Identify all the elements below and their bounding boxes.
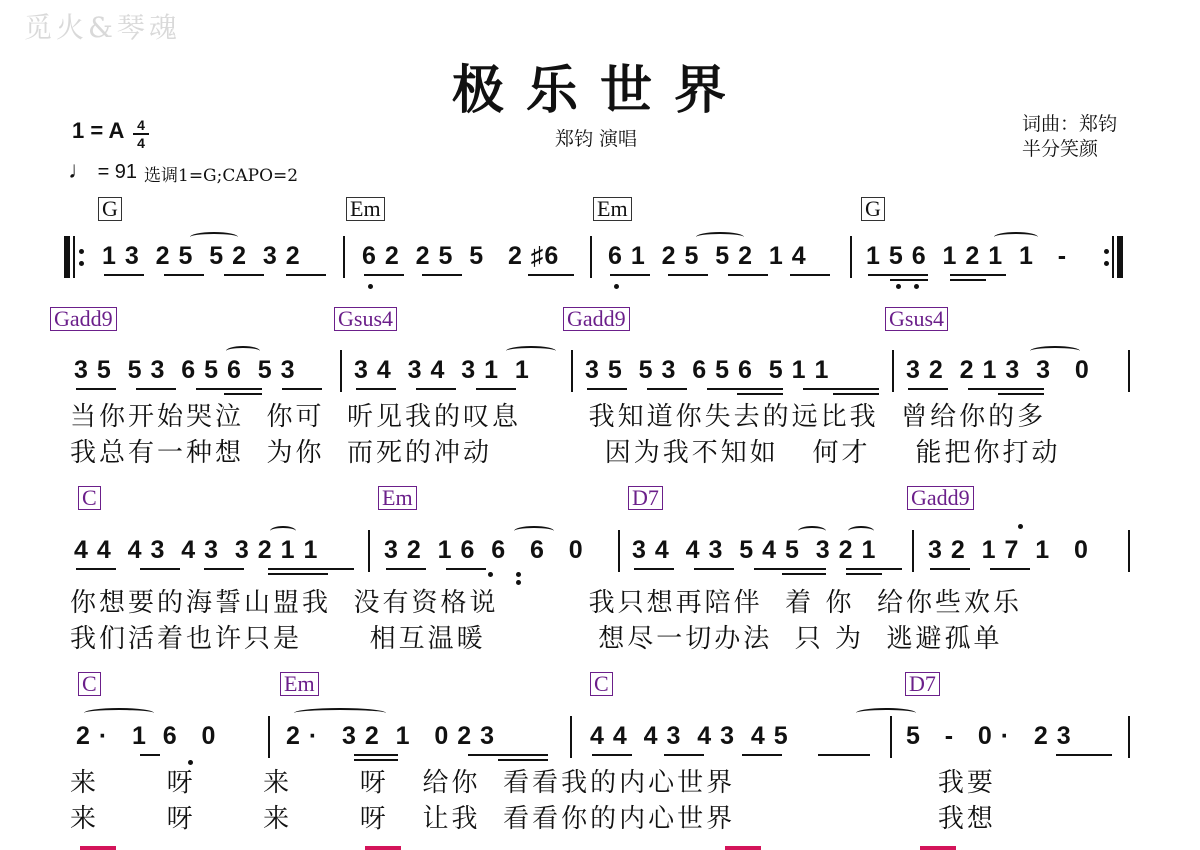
quarter-note-icon: ♩ [68, 157, 92, 184]
measure-notes: 3 2 1 6 6 6 0 [384, 536, 584, 564]
bar-line [1128, 716, 1130, 758]
measure-notes: 1 3 2 5 5 2 3 2 [102, 242, 301, 270]
measure-notes: 2 · 1 6 0 [76, 722, 217, 750]
measure-notes: 3 5 5 3 6 5 6 5 1 1 [585, 356, 830, 384]
credit-line: 半分笑颜 [1022, 138, 1099, 160]
bar-line [570, 716, 572, 758]
singer: 郑钧 演唱 [555, 128, 638, 150]
next-chord-marker [920, 846, 956, 850]
watermark: 觅火&琴魂 [24, 11, 181, 44]
chord-label: Gsus4 [334, 307, 397, 331]
measure-notes: 6 1 2 5 5 2 1 4 [608, 242, 807, 270]
lyric-line: 我们活着也许只是 相互温暖 想尽一切办法 只 为 逃避孤单 [70, 624, 1003, 654]
measure-notes: 3 4 3 4 3 1 1 [354, 356, 530, 384]
bar-line [850, 236, 852, 278]
chord-label: D7 [905, 672, 940, 696]
measure-notes: 3 2 1 7 1 0 [928, 536, 1089, 564]
measure-notes: 5 - 0 · 2 3 [906, 722, 1072, 750]
lyric-line: 你想要的海誓山盟我 没有资格说 我只想再陪伴 着 你 给你些欢乐 [70, 588, 1022, 618]
chord-label: G [98, 197, 122, 221]
song-title: 极乐世界 [451, 61, 748, 121]
time-signature [133, 118, 149, 150]
chord-label: D7 [628, 486, 663, 510]
chord-label: G [861, 197, 885, 221]
bar-line [368, 530, 370, 572]
chord-label: Gsus4 [885, 307, 948, 331]
chord-label: Em [346, 197, 385, 221]
tempo [68, 157, 137, 185]
bar-line [890, 716, 892, 758]
lyric-line: 当你开始哭泣 你可 听见我的叹息 我知道你失去的远比我 曾给你的多 [70, 402, 1047, 432]
credits [1022, 112, 1117, 162]
chord-label: Em [378, 486, 417, 510]
bar-line [912, 530, 914, 572]
bar-line [268, 716, 270, 758]
capo-note: 选调1=G;CAPO=2 [144, 166, 299, 186]
measure-notes: 6 2 2 5 5 2 ♯6 [362, 242, 560, 270]
chord-label: Em [593, 197, 632, 221]
time-signature-bottom: 4 [137, 135, 145, 151]
bar-line [1128, 350, 1130, 392]
chord-label: Em [280, 672, 319, 696]
next-chord-marker [80, 846, 116, 850]
measure-notes: 3 2 2 1 3 3 0 [906, 356, 1090, 384]
next-chord-marker [365, 846, 401, 850]
chord-label: Gadd9 [907, 486, 974, 510]
chord-label: C [78, 486, 101, 510]
measure-notes: 2 · 3 2 1 0 2 3 [286, 722, 496, 750]
chord-label: C [78, 672, 101, 696]
chord-label: C [590, 672, 613, 696]
bar-line [590, 236, 592, 278]
bar-line [1128, 530, 1130, 572]
measure-notes: 4 4 4 3 4 3 4 5 [590, 722, 789, 750]
lyric-line: 我总有一种想 为你 而死的冲动 因为我不知如 何才 能把你打动 [70, 438, 1061, 468]
credit-line: 词曲：郑钧 [1022, 113, 1118, 135]
next-chord-marker [725, 846, 761, 850]
bar-line [571, 350, 573, 392]
measure-notes: 4 4 4 3 4 3 3 2 1 1 [74, 536, 319, 564]
measure-notes: 1 5 6 1 2 1 1 - [866, 242, 1068, 270]
key-signature: 1 = A [72, 118, 125, 143]
chord-label: Gadd9 [50, 307, 117, 331]
tempo-value: = 91 [97, 161, 138, 183]
measure-notes: 3 5 5 3 6 5 6 5 3 [74, 356, 296, 384]
time-signature-top: 4 [137, 117, 145, 133]
bar-line [892, 350, 894, 392]
lyric-line: 来 呀 来 呀 让我 看看你的内心世界 我想 [70, 804, 996, 834]
bar-line [343, 236, 345, 278]
bar-line [618, 530, 620, 572]
lyric-line: 来 呀 来 呀 给你 看看我的内心世界 我要 [70, 768, 996, 798]
chord-label: Gadd9 [563, 307, 630, 331]
bar-line [340, 350, 342, 392]
measure-notes: 3 4 4 3 5 4 5 3 2 1 [632, 536, 877, 564]
